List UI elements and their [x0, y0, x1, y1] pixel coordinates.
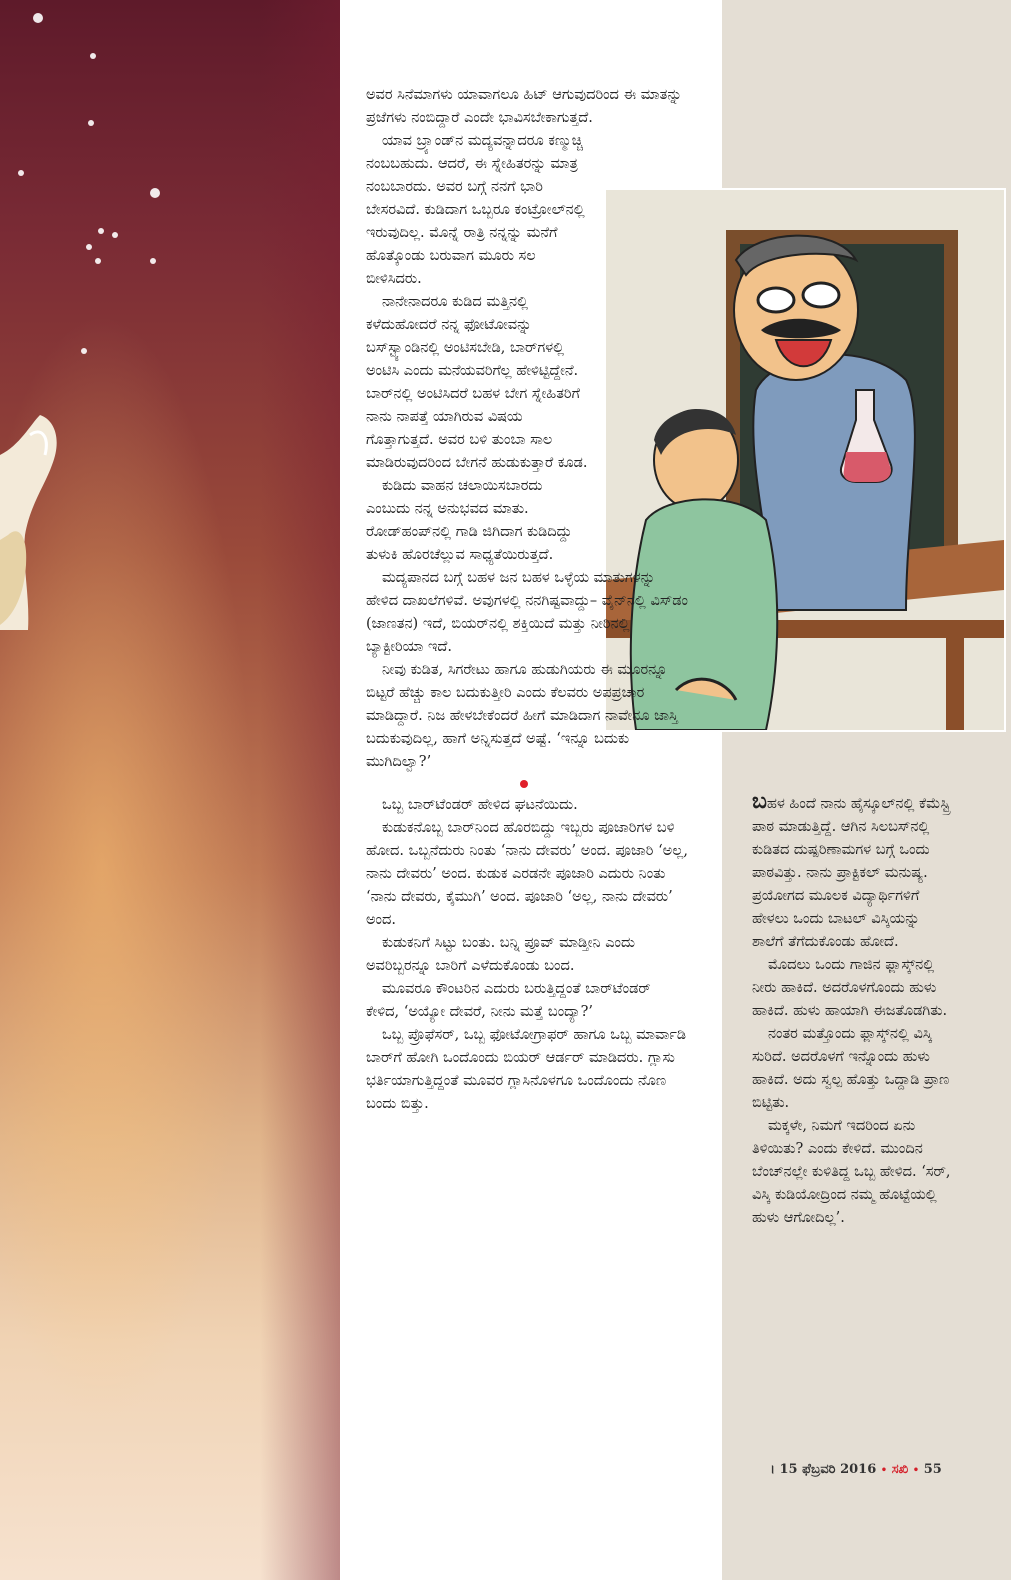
- article-paragraph: ಮೂವರೂ ಕೌಂಟರಿನ ಎದುರು ಬರುತ್ತಿದ್ದಂತೆ ಬಾರ್‌ಟೆಂಡರ್ ಕೇಳಿದ, ‘ಅಯ್ಯೋ ದೇವರೆ, ನೀನು ಮತ್ತೆ ಬಂದ್ಯಾ?’: [366, 981, 651, 1020]
- side-paragraph: [752, 788, 952, 954]
- article-paragraph: ಅವರ ಸಿನೆಮಾಗಳು ಯಾವಾಗಲೂ ಹಿಟ್ ಆಗುವುದರಿಂದ ಈ ಮಾತನ್ನು ಪ್ರಜೆಗಳು ನಂಬಿದ್ದಾರೆ ಎಂದೇ ಭಾವಿಸಬೇಕಾಗುತ್ತದೆ.: [366, 87, 682, 126]
- sparkle: [90, 53, 96, 59]
- magazine-name: ಸಖಿ: [891, 1462, 909, 1477]
- footer-dot: •: [912, 1465, 920, 1476]
- sparkle: [81, 348, 87, 354]
- main-article-column: [366, 84, 688, 1116]
- issue-date: 15 ಫೆಬ್ರವರಿ 2016: [779, 1462, 877, 1477]
- sparkle: [112, 232, 118, 238]
- article-paragraph: ಮದ್ಯಪಾನದ ಬಗ್ಗೆ ಬಹಳ ಜನ ಬಹಳ ಒಳ್ಳೆಯ ಮಾತುಗಳನ್ನು ಹೇಳಿದ ದಾಖಲೆಗಳಿವೆ. ಅವುಗಳಲ್ಲಿ ನನಗಿಷ್ಟವಾದ್ದು– ವೈನ್‌ನಲ್ಲಿ ವಿಸ್‌ಡಂ (ಜಾಣತನ) ಇದೆ, ಬಿಯರ್‌ನಲ್ಲಿ ಶಕ್ತಿಯಿದೆ ಮತ್ತು ನೀರಿನಲ್ಲಿ ಬ್ಯಾಕ್ಟೀರಿಯಾ ಇದೆ.: [366, 570, 688, 655]
- article-paragraph: ಕುಡುಕನೊಬ್ಬ ಬಾರ್‌ನಿಂದ ಹೊರಬಿದ್ದು ಇಬ್ಬರು ಪೂಜಾರಿಗಳ ಬಳಿ ಹೋದ. ಒಬ್ಬನೆದುರು ನಿಂತು ‘ನಾನು ದೇವರು’ ಅಂದ. ಪೂಜಾರಿ ‘ಅಲ್ಲ, ನಾನು ದೇವರು’ ಅಂದ. ಕುಡುಕ ಎರಡನೇ ಪೂಜಾರಿ ಎದುರು ನಿಂತು ‘ನಾನು ದೇವರು, ಕೈಮುಗಿ’ ಅಂದ. ಪೂಜಾರಿ ‘ಅಲ್ಲ, ನಾನು ದೇವರು’ ಅಂದ.: [366, 820, 688, 928]
- sparkle: [95, 258, 101, 264]
- sparkle: [98, 228, 104, 234]
- side-paragraph: ಮಕ್ಕಳೇ, ನಿಮಗೆ ಇದರಿಂದ ಏನು ತಿಳಿಯಿತು? ಎಂದು ಕೇಳಿದೆ. ಮುಂದಿನ ಬೆಂಚ್‌ನಲ್ಲೇ ಕುಳಿತಿದ್ದ ಒಬ್ಬ ಹೇಳಿದ. ‘ಸರ್, ವಿಸ್ಕಿ ಕುಡಿಯೋದ್ರಿಂದ ನಮ್ಮ ಹೊಟ್ಟೆಯಲ್ಲಿ ಹುಳು ಆಗೋದಿಲ್ಲ’.: [752, 1118, 951, 1226]
- milk-splash-graphic: [0, 415, 62, 630]
- article-paragraph: ನಾನೇನಾದರೂ ಕುಡಿದ ಮತ್ತಿನಲ್ಲಿ ಕಳೆದುಹೋದರೆ ನನ್ನ ಫೋಟೋವನ್ನು ಬಸ್‌ಸ್ಟ್ಯಾಂಡಿನಲ್ಲಿ ಅಂಟಿಸಬೇಡಿ, ಬಾರ್‌ಗಳಲ್ಲಿ ಅಂಟಿಸಿ ಎಂದು ಮನೆಯವರಿಗೆಲ್ಲ ಹೇಳಿಟ್ಟಿದ್ದೇನೆ. ಬಾರ್‌ನಲ್ಲಿ ಅಂಟಿಸಿದರೆ ಬಹಳ ಬೇಗ ಸ್ನೇಹಿತರಿಗೆ ನಾನು ನಾಪತ್ತೆ ಯಾಗಿರುವ ವಿಷಯ ಗೊತ್ತಾಗುತ್ತದೆ. ಅವರ ಬಳಿ ತುಂಬಾ ಸಾಲ ಮಾಡಿರುವುದರಿಂದ ಬೇಗನೆ ಹುಡುಕುತ್ತಾರೆ ಕೂಡ.: [366, 294, 588, 471]
- sparkle: [88, 120, 94, 126]
- decorative-photo: [0, 0, 340, 1580]
- sparkle: [33, 13, 43, 23]
- section-separator-dot: [520, 780, 528, 788]
- page-number: 55: [923, 1462, 942, 1477]
- article-paragraph: ಯಾವ ಬ್ರ್ಯಾಂಡ್‌ನ ಮದ್ಯವನ್ನಾದರೂ ಕಣ್ಮುಚ್ಚಿ ನಂಬಬಹುದು. ಆದರೆ, ಈ ಸ್ನೇಹಿತರನ್ನು ಮಾತ್ರ ನಂಬಬಾರದು. ಅವರ ಬಗ್ಗೆ ನನಗೆ ಭಾರಿ ಬೇಸರವಿದೆ. ಕುಡಿದಾಗ ಒಬ್ಬರೂ ಕಂಟ್ರೋಲ್‌ನಲ್ಲಿ ಇರುವುದಿಲ್ಲ. ಮೊನ್ನೆ ರಾತ್ರಿ ನನ್ನನ್ನು ಮನೆಗೆ ಹೊತ್ಕೊಂಡು ಬರುವಾಗ ಮೂರು ಸಲ ಬೀಳಿಸಿದರು.: [366, 133, 585, 287]
- sparkle: [86, 244, 92, 250]
- side-article-column: [752, 788, 952, 1230]
- page-footer: [770, 1462, 970, 1477]
- article-paragraph: ಕುಡುಕನಿಗೆ ಸಿಟ್ಟು ಬಂತು. ಬನ್ನಿ ಪ್ರೂವ್ ಮಾಡ್ತೀನಿ ಎಂದು ಅವರಿಬ್ಬರನ್ನೂ ಬಾರಿಗೆ ಎಳೆದುಕೊಂಡು ಬಂದ.: [366, 935, 635, 974]
- footer-dot: •: [880, 1465, 888, 1476]
- side-paragraph: ನಂತರ ಮತ್ತೊಂದು ಫ್ಲಾಸ್ಕ್‌ನಲ್ಲಿ ವಿಸ್ಕಿ ಸುರಿದೆ. ಅದರೊಳಗೆ ಇನ್ನೊಂದು ಹುಳು ಹಾಕಿದೆ. ಅದು ಸ್ವಲ್ಪ ಹೊತ್ತು ಒದ್ದಾಡಿ ಪ್ರಾಣ ಬಿಟ್ಟಿತು.: [752, 1026, 950, 1111]
- article-paragraph: ಕುಡಿದು ವಾಹನ ಚಲಾಯಿಸಬಾರದು ಎಂಬುದು ನನ್ನ ಅನುಭವದ ಮಾತು. ರೋಡ್‌ಹಂಪ್‌ನಲ್ಲಿ ಗಾಡಿ ಜಿಗಿದಾಗ ಕುಡಿದಿದ್ದು ತುಳುಕಿ ಹೊರಚೆಲ್ಲುವ ಸಾಧ್ಯತೆಯಿರುತ್ತದೆ.: [366, 478, 572, 563]
- side-paragraph-text: ಹಳ ಹಿಂದೆ ನಾನು ಹೈಸ್ಕೂಲ್‌ನಲ್ಲಿ ಕೆಮೆಸ್ಟ್ರಿ ಪಾಠ ಮಾಡುತ್ತಿದ್ದೆ. ಆಗಿನ ಸಿಲಬಸ್‌ನಲ್ಲಿ ಕುಡಿತದ ದುಷ್ಪರಿಣಾಮಗಳ ಬಗ್ಗೆ ಒಂದು ಪಾಠವಿತ್ತು. ನಾನು ಪ್ರಾಕ್ಟಿಕಲ್ ಮನುಷ್ಯ. ಪ್ರಯೋಗದ ಮೂಲಕ ವಿದ್ಯಾರ್ಥಿಗಳಿಗೆ ಹೇಳಲು ಒಂದು ಬಾಟಲ್ ವಿಸ್ಕಿಯನ್ನು ಶಾಲೆಗೆ ತೆಗೆದುಕೊಂಡು ಹೋದೆ.: [752, 796, 950, 950]
- sparkle: [150, 258, 156, 264]
- side-paragraph: ಮೊದಲು ಒಂದು ಗಾಜಿನ ಫ್ಲಾಸ್ಕ್‌ನಲ್ಲಿ ನೀರು ಹಾಕಿದೆ. ಅದರೊಳಗೊಂದು ಹುಳು ಹಾಕಿದೆ. ಹುಳು ಹಾಯಾಗಿ ಈಜತೊಡಗಿತು.: [752, 957, 948, 1019]
- drop-cap: ಬ: [752, 788, 767, 814]
- footer-bar: ।: [770, 1462, 775, 1477]
- article-paragraph: ಒಬ್ಬ ಪ್ರೊಫೆಸರ್, ಒಬ್ಬ ಫೋಟೋಗ್ರಾಫರ್ ಹಾಗೂ ಒಬ್ಬ ಮಾರ್ವಾಡಿ ಬಾರ್‌ಗೆ ಹೋಗಿ ಒಂದೊಂದು ಬಿಯರ್ ಆರ್ಡರ್ ಮಾಡಿದರು. ಗ್ಲಾಸು ಭರ್ತಿಯಾಗುತ್ತಿದ್ದಂತೆ ಮೂವರ ಗ್ಲಾಸಿನೊಳಗೂ ಒಂದೊಂದು ನೊಣ ಬಂದು ಬಿತ್ತು.: [366, 1027, 687, 1112]
- photo-shade: [260, 0, 340, 1580]
- sparkle: [150, 188, 160, 198]
- article-paragraph: ನೀವು ಕುಡಿತ, ಸಿಗರೇಟು ಹಾಗೂ ಹುಡುಗಿಯರು ಈ ಮೂರನ್ನೂ ಬಿಟ್ಟರೆ ಹೆಚ್ಚು ಕಾಲ ಬದುಕುತ್ತೀರಿ ಎಂದು ಕೆಲವರು ಅಪಪ್ರಚಾರ ಮಾಡಿದ್ದಾರೆ. ನಿಜ ಹೇಳಬೇಕೆಂದರೆ ಹೀಗೆ ಮಾಡಿದಾಗ ನಾವೇನೂ ಜಾಸ್ತಿ ಬದುಕುವುದಿಲ್ಲ, ಹಾಗೆ ಅನ್ನಿಸುತ್ತದೆ ಅಷ್ಟೆ. ‘ಇನ್ನೂ ಬದುಕು ಮುಗಿದಿಲ್ವಾ?’: [366, 662, 678, 770]
- article-paragraph: ಒಬ್ಬ ಬಾರ್‌ಟೆಂಡರ್ ಹೇಳಿದ ಘಟನೆಯಿದು.: [382, 797, 578, 813]
- sparkle: [18, 170, 24, 176]
